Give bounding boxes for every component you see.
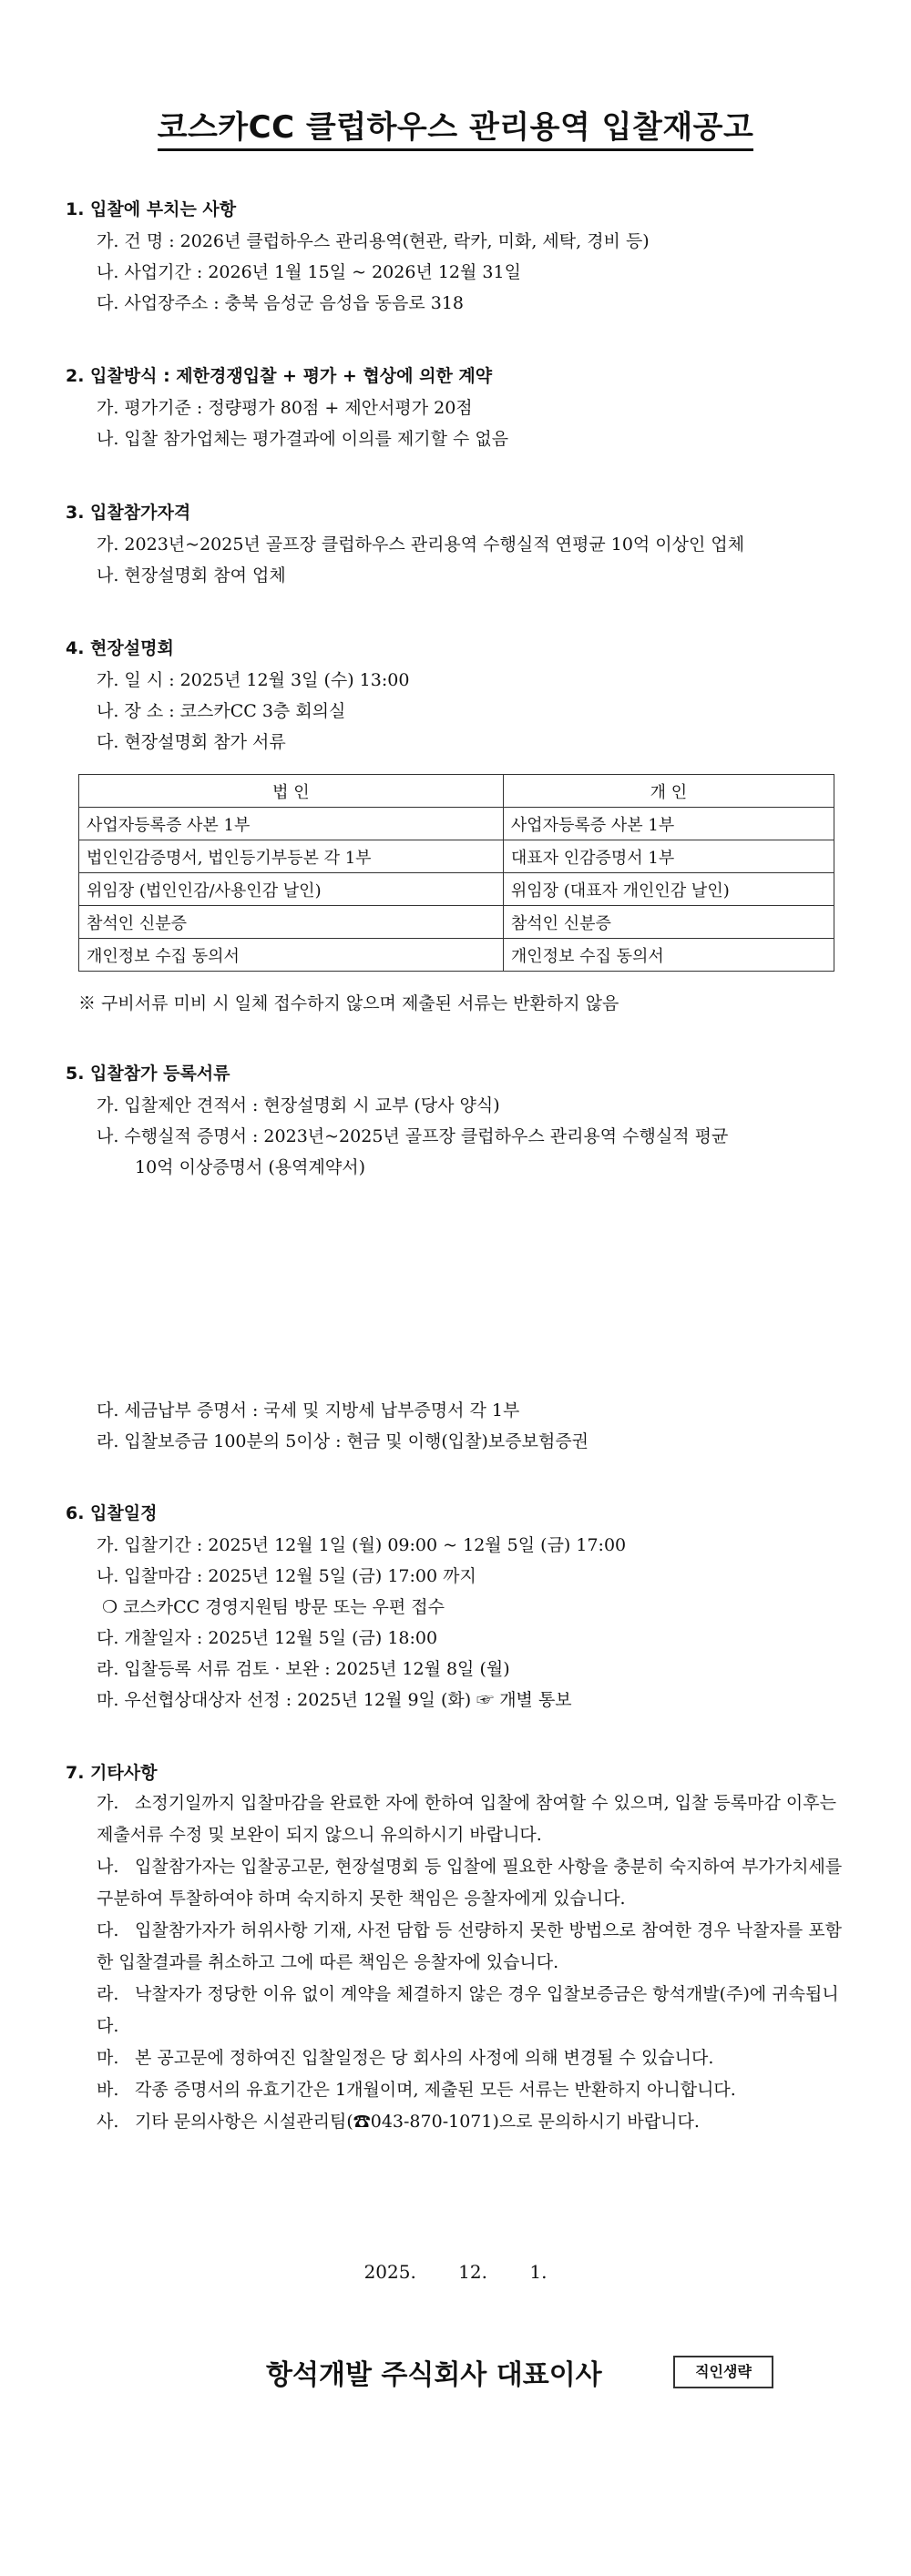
section-5-line: 다. 세금납부 증명서 : 국세 및 지방세 납부증명서 각 1부 [97,1400,520,1420]
section-6-line: ❍ 코스카CC 경영지원팀 방문 또는 우편 접수 [102,1597,445,1617]
table-cell: 사업자등록증 사본 1부 [503,808,834,840]
section-2-line: 가. 평가기준 : 정량평가 80점 + 제안서평가 20점 [97,398,473,418]
section-6-line: 라. 입찰등록 서류 검토 · 보완 : 2025년 12월 8일 (월) [97,1659,510,1679]
table-header-row [79,775,834,808]
section-2-line: 나. 입찰 참가업체는 평가결과에 이의를 제기할 수 없음 [97,429,509,449]
table-cell: 대표자 인감증명서 1부 [503,840,834,873]
table-cell: 위임장 (대표자 개인인감 날인) [503,873,834,906]
table-row [79,906,834,939]
list-item: 나. 입찰참가자는 입찰공고문, 현장설명회 등 입찰에 필요한 사항을 충분히 숙지하여 부가가치세를 구분하여 투찰하여야 하며 숙지하지 못한 책임은 응찰자에게 있습니다. [97,1857,843,1909]
list-item: 가. 소정기일까지 입찰마감을 완료한 자에 한하여 입찰에 참여할 수 있으며, 입찰 등록마감 이후는 제출서류 수정 및 보완이 되지 않으니 유의하시기 바랍니다. [97,1793,836,1845]
list-item: 라. 낙찰자가 정당한 이유 없이 계약을 체결하지 않은 경우 입찰보증금은 항석개발(주)에 귀속됩니다. [97,1984,839,2036]
table-cell: 위임장 (법인인감/사용인감 날인) [79,873,504,906]
section-5-line: 라. 입찰보증금 100분의 5이상 : 현금 및 이행(입찰)보증보험증권 [97,1431,589,1451]
section-3-line: 나. 현장설명회 참여 업체 [97,565,286,585]
section-6-line: 마. 우선협상대상자 선정 : 2025년 12월 9일 (화) ☞ 개별 통보 [97,1690,572,1710]
section-1-line: 가. 건 명 : 2026년 클럽하우스 관리용역(현관, 락카, 미화, 세탁, 경비 등) [97,231,650,251]
table-row [79,840,834,873]
section-4-line: 다. 현장설명회 참가 서류 [97,732,286,752]
section-heading-5: 5. 입찰참가 등록서류 [66,1064,230,1084]
section-5-line: 10억 이상증명서 (용역계약서) [135,1157,365,1177]
section-5-line: 나. 수행실적 증명서 : 2023년~2025년 골프장 클럽하우스 관리용역 수행실적 평균 [97,1126,729,1146]
table-cell: 사업자등록증 사본 1부 [79,808,504,840]
table-header-cell: 개 인 [503,775,834,808]
section-heading-4: 4. 현장설명회 [66,638,174,658]
section-4-line: 가. 일 시 : 2025년 12월 3일 (수) 13:00 [97,670,410,690]
table-header-cell: 법 인 [79,775,504,808]
section-heading-1: 1. 입찰에 부치는 사항 [66,199,237,219]
seal-omitted-badge: 직인생략 [673,2356,773,2388]
section-6-line: 다. 개찰일자 : 2025년 12월 5일 (금) 18:00 [97,1628,438,1648]
section-1-line: 나. 사업기간 : 2026년 1월 15일 ~ 2026년 12월 31일 [97,262,521,282]
section-1-line: 다. 사업장주소 : 충북 음성군 음성읍 동음로 318 [97,293,465,313]
list-item: 사. 기타 문의사항은 시설관리팀(☎043-870-1071)으로 문의하시기 바랍니다. [97,2112,700,2132]
section-6-line: 가. 입찰기간 : 2025년 12월 1일 (월) 09:00 ~ 12월 5일 (금) 17:00 [97,1535,627,1555]
section-3-line: 가. 2023년~2025년 골프장 클럽하우스 관리용역 수행실적 연평균 10억 이상인 업체 [97,535,745,555]
announcement-date: 2025. 12. 1. [363,2261,548,2283]
section-heading-3: 3. 입찰참가자격 [66,503,191,523]
table-row [79,873,834,906]
table-cell: 개인정보 수집 동의서 [79,939,504,972]
notes-list [97,1787,853,2138]
table-cell: 참석인 신분증 [79,906,504,939]
table-row [79,808,834,840]
section-5-line: 가. 입찰제안 견적서 : 현장설명회 시 교부 (당사 양식) [97,1095,500,1115]
attendance-documents-table [78,774,834,972]
list-item: 마. 본 공고문에 정하여진 입찰일정은 당 회사의 사정에 의해 변경될 수 있습니다. [97,2048,714,2068]
section-heading-6: 6. 입찰일정 [66,1503,158,1523]
section-heading-2: 2. 입찰방식 : 제한경쟁입찰 + 평가 + 협상에 의한 계약 [66,366,493,386]
signature: 항석개발 주식회사 대표이사 [266,2359,602,2391]
table-cell: 법인인감증명서, 법인등기부등본 각 1부 [79,840,504,873]
section-4-line: 나. 장 소 : 코스카CC 3층 회의실 [97,701,346,721]
table-cell: 참석인 신분증 [503,906,834,939]
list-item: 다. 입찰참가자가 허위사항 기재, 사전 담합 등 선량하지 못한 방법으로 참여한 경우 낙찰자를 포함한 입찰결과를 취소하고 그에 따른 책임은 응찰자에 있습니다. [97,1920,842,1972]
table-cell: 개인정보 수집 동의서 [503,939,834,972]
table-note: ※ 구비서류 미비 시 일체 접수하지 않으며 제출된 서류는 반환하지 않음 [78,993,619,1013]
list-item: 바. 각종 증명서의 유효기간은 1개월이며, 제출된 모든 서류는 반환하지 아니합니다. [97,2080,736,2100]
section-6-line: 나. 입찰마감 : 2025년 12월 5일 (금) 17:00 까지 [97,1566,476,1586]
section-heading-7: 7. 기타사항 [66,1763,158,1783]
page-title: 코스카CC 클럽하우스 관리용역 입찰재공고 [0,102,911,147]
table-row [79,939,834,972]
